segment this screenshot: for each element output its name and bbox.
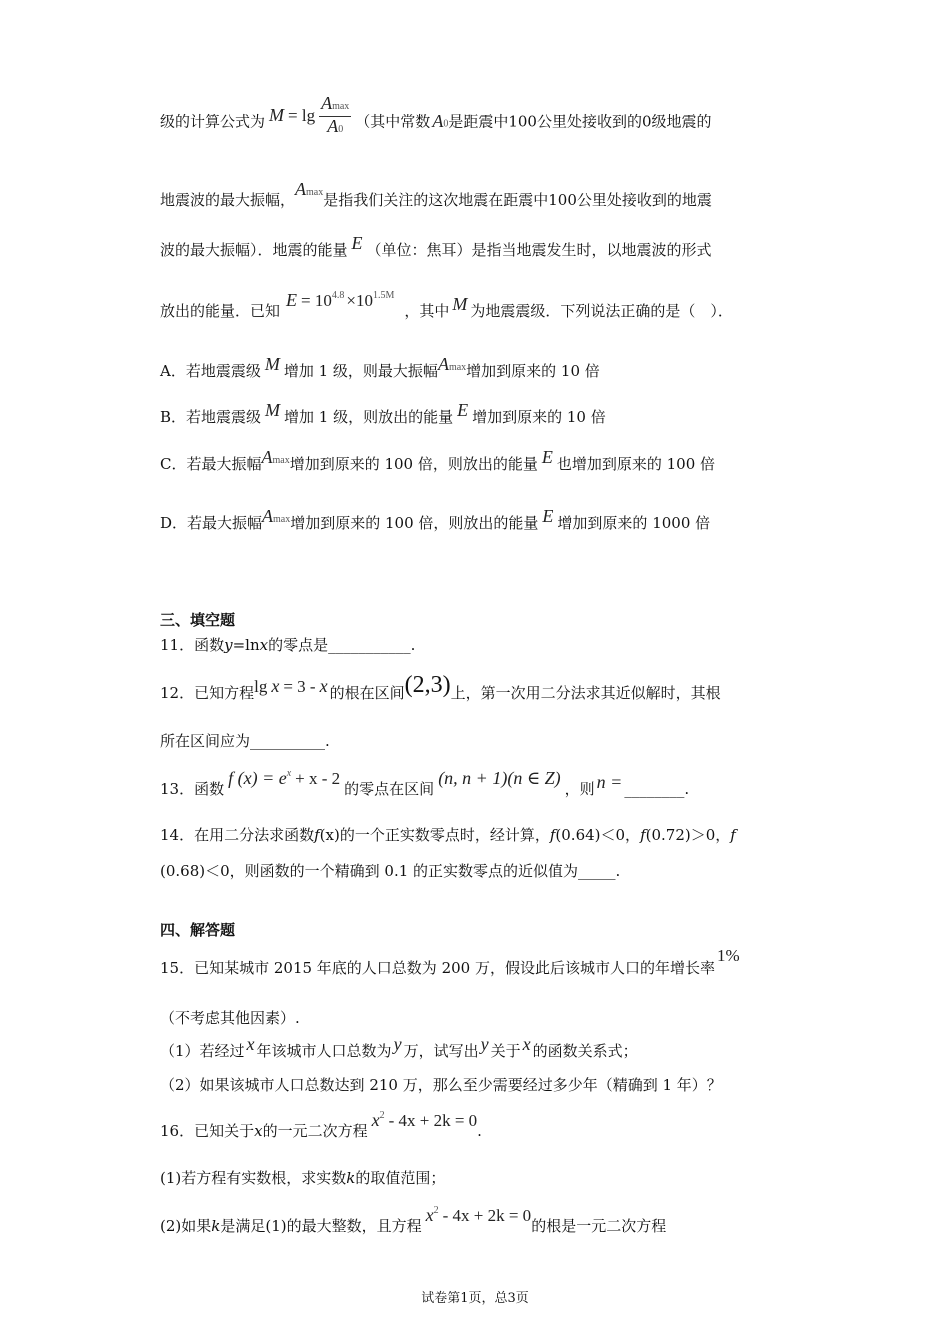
text: 的零点在区间 <box>344 780 435 798</box>
var-x: x <box>246 1034 255 1054</box>
text: (2)如果 <box>160 1217 212 1235</box>
interval: (2,3) <box>404 672 451 698</box>
text: C．若最大振幅 <box>160 455 262 473</box>
option-d <box>160 506 711 536</box>
var-E: E <box>457 400 469 420</box>
q10-line-2 <box>160 179 712 213</box>
text: 地震波的最大振幅， <box>160 191 296 209</box>
question-14-cont: (0.68)＜0，则函数的一个精确到 0.1 的正实数零点的近似值为_____. <box>160 862 621 880</box>
var-Amax <box>261 449 289 467</box>
text: 波的最大振幅）．地震的能量 <box>160 241 348 259</box>
text: （其中常数 <box>355 112 431 131</box>
var-x: x <box>254 1122 263 1140</box>
text: 增加到原来的 100 倍，则放出的能量 <box>289 455 538 473</box>
page-footer: 试卷第1页，总3页 <box>421 1291 529 1306</box>
text: D．若最大振幅 <box>160 514 263 532</box>
exponent: 2 <box>379 1110 385 1121</box>
question-14 <box>160 825 736 845</box>
text: 年该城市人口总数为 <box>256 1042 392 1060</box>
question-16-part1 <box>160 1168 445 1188</box>
var-A-sub: max <box>273 514 291 525</box>
question-12-cont: 所在区间应为__________. <box>160 732 330 750</box>
exponent: x <box>286 768 292 779</box>
text: 关于 <box>490 1042 521 1060</box>
var-Amax <box>438 356 466 374</box>
var-A: A <box>295 179 307 199</box>
text: 增加 1 级，则最大振幅 <box>283 362 438 380</box>
var-A: A <box>262 506 274 526</box>
text: 增加 1 级，则放出的能量 <box>284 408 454 426</box>
text: . <box>477 1122 482 1140</box>
question-16 <box>160 1110 482 1144</box>
formula: ×10 <box>346 291 373 310</box>
text: 13．函数 <box>160 780 225 798</box>
var-M: M <box>265 400 281 420</box>
section-heading-fill-in: 三、填空题 <box>160 611 236 629</box>
text: 增加到原来的 10 倍 <box>466 362 600 380</box>
question-15-part2: （2）如果该城市人口总数达到 210 万，那么至少需要经过多少年（精确到 1 年）？ <box>160 1076 722 1094</box>
text: 的取值范围； <box>355 1169 446 1187</box>
frac-den: A <box>327 116 339 136</box>
var-k: k <box>211 1217 221 1235</box>
var-A-sub: max <box>306 187 324 198</box>
var-M: M <box>264 354 280 374</box>
var-f: f <box>314 826 320 844</box>
text: 15．已知某城市 2015 年底的人口总数为 200 万，假设此后该城市人口的年增长率 <box>160 959 715 977</box>
text: 的零点是___________. <box>268 636 416 654</box>
var-n: n = <box>596 772 623 792</box>
var-x: x <box>319 676 328 696</box>
frac-den-sub: 0 <box>338 124 344 135</box>
text: 增加到原来的 10 倍 <box>472 408 606 426</box>
var-A: A <box>261 447 273 467</box>
text: A．若地震震级 <box>160 362 261 380</box>
text: (0.72)＞0， <box>645 826 731 844</box>
var-A-sub: max <box>272 455 290 466</box>
text: （单位：焦耳）是指当地震发生时，以地震波的形式 <box>366 241 712 259</box>
text: 级的计算公式为 <box>160 112 266 131</box>
var-y: y <box>480 1034 489 1054</box>
text: 11．函数 <box>160 636 225 654</box>
section-heading-answer: 四、解答题 <box>160 921 236 939</box>
text: 的根在区间 <box>329 684 405 702</box>
text: 增加到原来的 100 倍，则放出的能量 <box>290 514 539 532</box>
var-A-sub: max <box>448 362 467 373</box>
text: B．若地震震级 <box>160 408 262 426</box>
var-M: M <box>269 104 285 125</box>
var-y: y <box>224 636 233 654</box>
var-E: E <box>542 506 554 526</box>
question-12 <box>160 672 721 703</box>
var-f: f <box>730 826 736 844</box>
q10-line-1 <box>160 93 712 145</box>
formula: - 4x + 2k = 0 <box>388 1111 478 1130</box>
text: 12．已知方程 <box>160 684 255 702</box>
formula: lg <box>254 677 268 696</box>
exponent: 4.8 <box>331 290 345 301</box>
text: 上，第一次用二分法求其近似解时，其根 <box>450 684 721 702</box>
text: ________. <box>624 780 690 798</box>
formula: x <box>371 1110 380 1130</box>
formula-lg: = lg <box>288 105 316 125</box>
exponent: 2 <box>433 1205 439 1216</box>
formula: f (x) = e <box>228 768 287 788</box>
text: ，其中 <box>404 302 450 320</box>
question-16-part2 <box>160 1205 667 1239</box>
text: 是指我们关注的这次地震在距震中100公里处接收到的地震 <box>323 191 712 209</box>
text: =ln <box>232 636 260 654</box>
text: 的一元二次方程 <box>262 1122 368 1140</box>
formula: x <box>425 1205 434 1225</box>
question-15-cont: （不考虑其他因素）. <box>160 1009 300 1027</box>
formula: + x - 2 <box>295 769 341 788</box>
text: （1）若经过 <box>160 1042 245 1060</box>
var-A: A <box>437 354 449 374</box>
option-b <box>160 400 606 427</box>
var-E: E <box>351 233 363 253</box>
formula: - 4x + 2k = 0 <box>442 1206 532 1225</box>
var-E: E <box>286 290 298 310</box>
text: 16．已知关于 <box>160 1122 255 1140</box>
var-A0: A <box>432 110 444 131</box>
text: (0.64)＜0， <box>555 826 641 844</box>
formula: = 10 <box>301 291 332 310</box>
option-a <box>160 354 600 384</box>
text: 的根是一元二次方程 <box>531 1217 667 1235</box>
var-A0-sub: 0 <box>443 118 449 130</box>
q10-line-3 <box>160 233 712 260</box>
text: 的函数关系式； <box>532 1042 638 1060</box>
text: ，则 <box>564 780 595 798</box>
growth-rate: 1% <box>716 946 740 965</box>
var-M: M <box>452 294 468 314</box>
text: (x) <box>319 826 340 844</box>
text: 放出的能量．已知 <box>160 302 281 320</box>
text: 为地震震级．下列说法正确的是（ ）． <box>470 302 733 320</box>
var-Amax <box>262 508 290 526</box>
question-15-part1 <box>160 1034 638 1061</box>
text: 也增加到原来的 100 倍 <box>556 455 716 473</box>
text: 万，试写出 <box>403 1042 479 1060</box>
question-11 <box>160 635 415 655</box>
question-15 <box>160 946 740 978</box>
question-13 <box>160 768 690 802</box>
frac-num-sub: max <box>332 101 350 112</box>
frac-num: A <box>321 93 333 113</box>
text: 14．在用二分法求函数 <box>160 826 315 844</box>
text: 增加到原来的 1000 倍 <box>557 514 711 532</box>
text: 的一个正实数零点时，经计算， <box>339 826 550 844</box>
option-c <box>160 447 716 477</box>
fraction <box>319 94 351 139</box>
var-f: f <box>549 826 556 844</box>
exponent: 1.5M <box>372 290 395 301</box>
text: 是满足(1)的最大整数，且方程 <box>220 1217 422 1235</box>
var-x: x <box>271 676 280 696</box>
q10-line-4 <box>160 290 733 324</box>
var-E: E <box>541 447 553 467</box>
var-k: k <box>346 1169 356 1187</box>
text: (1)若方程有实数根，求实数 <box>160 1169 347 1187</box>
var-Amax <box>295 181 323 199</box>
text: 是距震中100公里处接收到的0级地震的 <box>448 112 712 131</box>
var-y: y <box>393 1034 402 1054</box>
formula: = 3 - <box>283 677 316 696</box>
var-x: x <box>522 1034 531 1054</box>
var-f: f <box>640 826 646 844</box>
var-x: x <box>259 636 269 654</box>
interval: (n, n + 1)(n ∈ Z) <box>438 768 561 788</box>
